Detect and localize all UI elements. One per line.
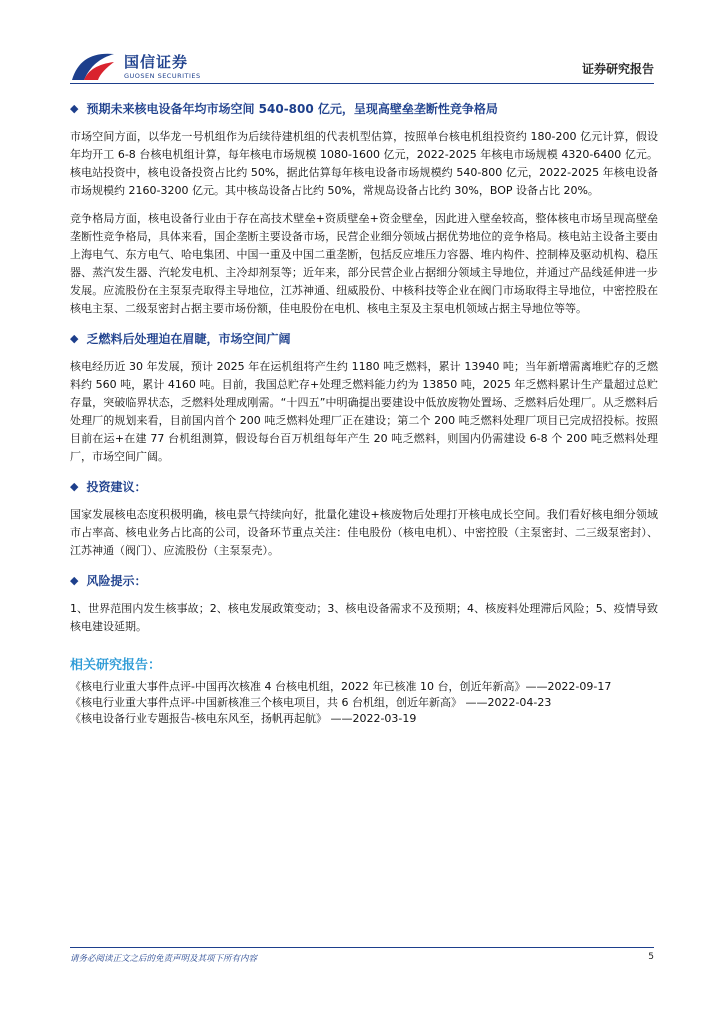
guosen-logo-icon (70, 50, 116, 84)
diamond-bullet-icon: ◆ (70, 331, 79, 345)
brand-name-cn: 国信证券 (124, 53, 189, 71)
paragraph: 市场空间方面，以华龙一号机组作为后续待建机组的代表机型估算，按照单台核电机组投资约 180-200 亿元计算，假设年均开工 6-8 台核电机组计算，每年核电市场规模 1080-1600 亿元，2022-2025 年核电市场规模 4320-6400 亿元。核电站投资中，核电设备投资占比约 50%，据此估算每年核电设备市场规模约 540-800 亿元，2022-2025 年核电设备市场规模约 2160-3200 亿元。其中核岛设备占比约 50%，常规岛设备占比约 30%，BOP 设备占比 20%。 (70, 130, 658, 197)
footer-disclaimer: 请务必阅读正文之后的免责声明及其项下所有内容 (70, 954, 258, 964)
paragraph: 国家发展核电态度积极明确，核电景气持续向好，批量化建设+核废物后处理打开核电成长空间。我们看好核电细分领域市占率高、核电业务占比高的公司，设备环节重点关注：佳电股份（核电电机）、中密控股（主泵密封、二三级泵密封）、江苏神通（阀门）、应流股份（主泵泵壳）。 (70, 508, 658, 557)
brand-name-en: GUOSEN SECURITIES (124, 72, 201, 80)
report-body (70, 96, 658, 727)
section-heading-text: 乏燃料后处理迫在眉睫，市场空间广阔 (86, 331, 291, 346)
related-report-link[interactable]: 《核电行业重大事件点评-中国新核准三个核电项目，共 6 台机组，创近年新高》 ——2022-04-23 (70, 696, 552, 709)
paragraph: 核电经历近 30 年发展，预计 2025 年在运机组将产生约 1180 吨乏燃料，累计 13940 吨；当年新增需离堆贮存的乏燃料约 560 吨，累计 4160 吨。目前，我国总贮存+处理乏燃料能力约为 13850 吨，2025 年乏燃料累计生产量超过总贮存量，突破临界状态，乏燃料处理成刚需。“十四五”中明确提出要建设中低放废物处置场、乏燃料后处理厂。从乏燃料后处理厂的规划来看，目前国内首个 200 吨乏燃料处理厂正在建设；第二个 200 吨乏燃料处理厂项目已完成招投标。按照目前在运+在建 77 台机组测算，假设每台百万机组每年产生 20 吨乏燃料，则国内仍需建设 6-8 个 200 吨乏燃料处理厂，市场空间广阔。 (70, 360, 658, 463)
paragraph: 1、世界范围内发生核事故；2、核电发展政策变动；3、核电设备需求不及预期；4、核废料处理滞后风险；5、疫情导致核电建设延期。 (70, 602, 658, 633)
related-report-link[interactable]: 《核电设备行业专题报告-核电东风至，扬帆再起航》 ——2022-03-19 (70, 712, 417, 725)
section-heading (70, 98, 658, 118)
footer-divider (70, 947, 654, 948)
report-type: 证券研究报告 (581, 62, 654, 76)
section-heading (70, 570, 658, 590)
section-heading-text: 投资建议： (86, 479, 147, 494)
header-divider (70, 83, 654, 84)
section-heading-text: 预期未来核电设备年均市场空间 540-800 亿元，呈现高壁垒垄断性竞争格局 (86, 101, 498, 116)
related-reports-title: 相关研究报告： (70, 658, 162, 673)
diamond-bullet-icon: ◆ (70, 479, 79, 493)
related-report-link[interactable]: 《核电行业重大事件点评-中国再次核准 4 台核电机组，2022 年已核准 10 台，创近年新高》——2022-09-17 (70, 680, 612, 693)
section-heading (70, 476, 658, 496)
diamond-bullet-icon: ◆ (70, 573, 79, 587)
paragraph: 竞争格局方面，核电设备行业由于存在高技术壁垒+资质壁垒+资金壁垒，因此进入壁垒较高，整体核电市场呈现高壁垒垄断性竞争格局，具体来看，国企垄断主要设备市场，民营企业细分领域占据优势地位的竞争格局。核电站主设备主要由上海电气、东方电气、哈电集团、中国一重及中国二重垄断，包括反应堆压力容器、堆内构件、控制棒及驱动机构、稳压器、蒸汽发生器、汽轮发电机、主冷却剂泵等；近年来，部分民营企业占据细分领域主导地位，并通过产品线延伸进一步发展。应流股份在主泵泵壳取得主导地位，江苏神通、纽威股份、中核科技等企业在阀门市场取得主导地位，中密控股在核电主泵、二级泵密封占据主要市场份额，佳电股份在电机、核电主泵及主泵电机领域占据主导地位等等。 (70, 212, 658, 315)
section-heading (70, 328, 658, 348)
page-number: 5 (648, 952, 654, 962)
diamond-bullet-icon: ◆ (70, 101, 79, 115)
section-heading-text: 风险提示： (86, 573, 147, 588)
